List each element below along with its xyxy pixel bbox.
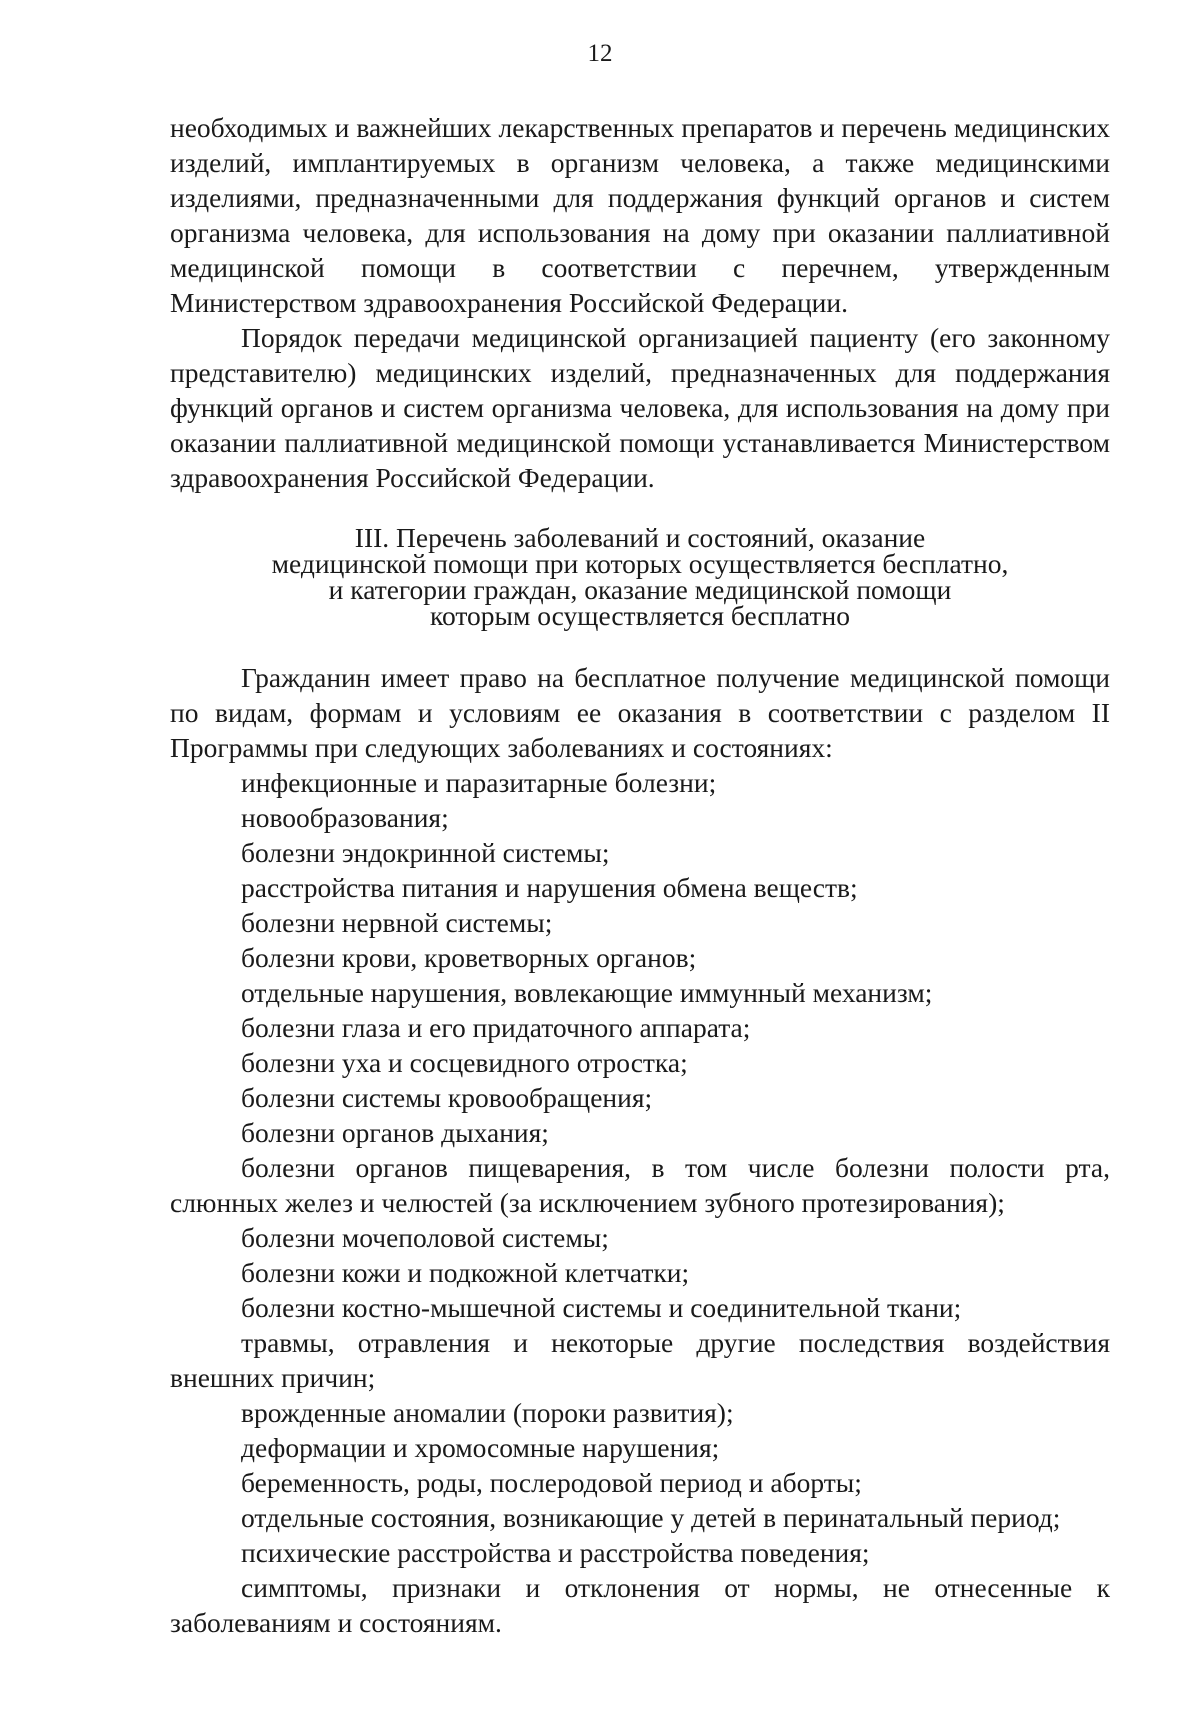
list-item: беременность, роды, послеродовой период и аборты; (241, 1467, 862, 1498)
list-item: новообразования; (241, 802, 449, 833)
section-heading-line: которым осуществляется бесплатно (429, 600, 850, 631)
list-item: расстройства питания и нарушения обмена веществ; (241, 872, 858, 903)
conditions-list (170, 765, 1110, 1640)
list-item: болезни костно-мышечной системы и соединительной ткани; (241, 1292, 962, 1323)
list-item: болезни системы кровообращения; (241, 1082, 653, 1113)
list-item: психические расстройства и расстройства поведения; (241, 1537, 870, 1568)
section-heading-line: медицинской помощи при которых осуществляется бесплатно, (271, 548, 1009, 579)
list-item: болезни эндокринной системы; (241, 837, 610, 868)
list-item: отдельные состояния, возникающие у детей в перинатальный период; (241, 1502, 1061, 1533)
list-item: болезни органов дыхания; (241, 1117, 549, 1148)
intro-paragraph: Гражданин имеет право на бесплатное получение медицинской помощи по видам, формам и условиям ее оказания в соответствии с разделом II Программы при следующих заболеваниях и состояниях: (170, 662, 1110, 763)
list-item: болезни нервной системы; (241, 907, 553, 938)
list-item: болезни глаза и его придаточного аппарата; (241, 1012, 751, 1043)
list-item: симптомы, признаки и отклонения от нормы, не отнесенные к заболеваниям и состояниям. (170, 1572, 1110, 1638)
paragraph-continuation: необходимых и важнейших лекарственных препаратов и перечень медицинских изделий, имплантируемых в организм человека, а также медицинскими изделиями, предназначенными для поддержания функций органов и систем организма человека, для использования на дому при оказании паллиативной медицинской помощи в соответствии с перечнем, утвержденным Министерством здравоохранения Российской Федерации. (170, 112, 1110, 318)
section-heading-line: и категории граждан, оказание медицинской помощи (328, 574, 952, 605)
section-heading (170, 522, 1110, 631)
list-item: отдельные нарушения, вовлекающие иммунный механизм; (241, 977, 933, 1008)
page-number: 12 (587, 40, 613, 67)
list-item: травмы, отравления и некоторые другие последствия воздействия внешних причин; (170, 1327, 1110, 1393)
list-item: болезни мочеполовой системы; (241, 1222, 609, 1253)
paragraph-transfer-procedure: Порядок передачи медицинской организацией пациенту (его законному представителю) медицинских изделий, предназначенных для поддержания функций органов и систем организма человека, для использования на дому при оказании паллиативной медицинской помощи устанавливается Министерством здравоохранения Российской Федерации. (170, 322, 1110, 493)
list-item: болезни кожи и подкожной клетчатки; (241, 1257, 690, 1288)
list-item: болезни органов пищеварения, в том числе болезни полости рта, слюнных желез и челюстей (за исключением зубного протезирования); (170, 1152, 1110, 1218)
section-heading-line: III. Перечень заболеваний и состояний, оказание (354, 522, 926, 553)
list-item: врожденные аномалии (пороки развития); (241, 1397, 734, 1428)
list-item: болезни крови, кроветворных органов; (241, 942, 697, 973)
list-item: деформации и хромосомные нарушения; (241, 1432, 720, 1463)
list-item: болезни уха и сосцевидного отростка; (241, 1047, 688, 1078)
document-body (170, 110, 1110, 1640)
list-item: инфекционные и паразитарные болезни; (241, 767, 717, 798)
